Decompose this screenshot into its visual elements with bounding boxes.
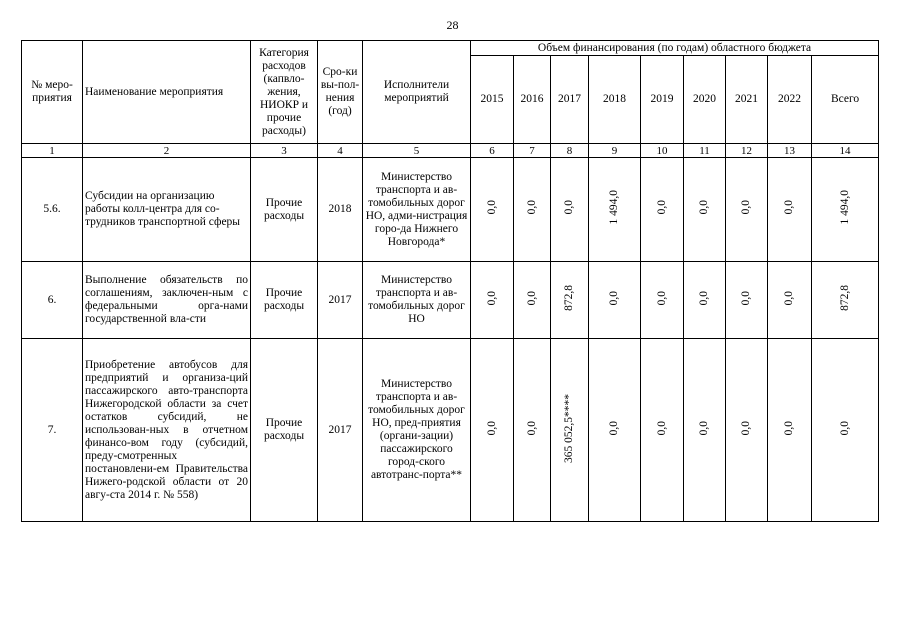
value-text: 365 052,5****	[563, 393, 575, 463]
row-name: Субсидии на организацию работы колл-центра для со-трудников транспортной сферы	[83, 158, 251, 262]
value-text: 0,0	[698, 200, 710, 215]
value-text: 0,0	[655, 420, 668, 436]
value-cell	[684, 339, 726, 522]
value-cell	[768, 158, 812, 262]
value-text: 1 494,0	[608, 190, 620, 225]
value-cell	[589, 339, 641, 522]
value-text: 0,0	[698, 420, 710, 436]
value-text: 0,0	[525, 420, 538, 436]
value-cell	[514, 339, 551, 522]
value-text: 0,0	[608, 290, 620, 306]
value-cell	[471, 339, 514, 522]
value-cell	[768, 339, 812, 522]
value-text: 0,0	[740, 200, 752, 215]
value-cell	[726, 158, 768, 262]
header-year: 2016	[514, 56, 551, 144]
value-text: 0,0	[655, 200, 668, 215]
header-year: 2021	[726, 56, 768, 144]
column-number: 4	[318, 144, 363, 158]
row-executors: Министерство транспорта и ав-томобильных дорог НО, пред-приятия (органи-зации) пассажирского город-ского автотранс-порта**	[363, 339, 471, 522]
value-text: 0,0	[485, 290, 498, 306]
value-text: 1 494,0	[838, 190, 851, 225]
row-executors: Министерство транспорта и ав-томобильных дорог НО	[363, 262, 471, 339]
column-number: 13	[768, 144, 812, 158]
value-text: 0,0	[740, 290, 752, 306]
column-number: 7	[514, 144, 551, 158]
header-term: Сро-ки вы-пол-нения (год)	[318, 41, 363, 144]
value-cell	[726, 262, 768, 339]
value-cell	[641, 158, 684, 262]
value-cell	[551, 339, 589, 522]
value-text: 0,0	[783, 200, 795, 215]
column-number: 9	[589, 144, 641, 158]
table-row	[22, 158, 879, 262]
value-text: 872,8	[563, 285, 575, 311]
column-number: 2	[83, 144, 251, 158]
value-text: 0,0	[608, 420, 620, 436]
value-cell	[589, 158, 641, 262]
column-number: 8	[551, 144, 589, 158]
header-number: № меро-приятия	[22, 41, 83, 144]
column-number: 14	[812, 144, 879, 158]
row-term: 2017	[318, 339, 363, 522]
value-cell	[768, 262, 812, 339]
value-text: 0,0	[698, 290, 710, 306]
header-executors: Исполнители мероприятий	[363, 41, 471, 144]
row-number: 6.	[22, 262, 83, 339]
row-category: Прочие расходы	[251, 262, 318, 339]
value-cell	[812, 262, 879, 339]
header-year: 2020	[684, 56, 726, 144]
value-cell	[641, 339, 684, 522]
value-cell	[471, 158, 514, 262]
value-text: 0,0	[783, 290, 795, 306]
header-year: 2017	[551, 56, 589, 144]
value-cell	[684, 262, 726, 339]
header-name: Наименование мероприятия	[83, 41, 251, 144]
column-number: 1	[22, 144, 83, 158]
header-total: Всего	[812, 56, 879, 144]
value-text: 0,0	[783, 420, 795, 436]
value-cell	[684, 158, 726, 262]
row-executors: Министерство транспорта и ав-томобильных дорог НО, адми-нистрация горо-да Нижнего Новгорода*	[363, 158, 471, 262]
value-cell	[589, 262, 641, 339]
value-text: 0,0	[525, 200, 538, 215]
column-number: 6	[471, 144, 514, 158]
row-name: Приобретение автобусов для предприятий и организа-ций пассажирского авто-транспорта Нижегородской области за счет остатков субсидий, не использован-ных в отчетном финансо-вом году (субсидий, преду-смотренных постановлени-ем Правительства Нижего-родской области от 20 авгу-ста 2014 г. № 558)	[83, 339, 251, 522]
row-category: Прочие расходы	[251, 158, 318, 262]
value-cell	[514, 262, 551, 339]
value-cell	[726, 339, 768, 522]
page-number: 28	[446, 18, 459, 32]
value-text: 0,0	[525, 290, 538, 306]
value-text: 0,0	[563, 200, 575, 215]
value-cell	[812, 339, 879, 522]
header-year: 2018	[589, 56, 641, 144]
header-funding: Объем финансирования (по годам) областного бюджета	[471, 41, 879, 56]
value-text: 0,0	[655, 290, 668, 306]
value-text: 0,0	[485, 200, 498, 215]
value-text: 0,0	[485, 420, 498, 436]
value-text: 872,8	[838, 285, 851, 311]
value-cell	[551, 158, 589, 262]
column-number: 5	[363, 144, 471, 158]
column-number: 10	[641, 144, 684, 158]
header-year: 2022	[768, 56, 812, 144]
column-number: 12	[726, 144, 768, 158]
table-row	[22, 262, 879, 339]
header-year: 2015	[471, 56, 514, 144]
funding-table	[21, 40, 879, 522]
value-cell	[812, 158, 879, 262]
column-number: 11	[684, 144, 726, 158]
value-cell	[551, 262, 589, 339]
value-cell	[641, 262, 684, 339]
row-term: 2018	[318, 158, 363, 262]
column-number: 3	[251, 144, 318, 158]
table-row	[22, 339, 879, 522]
value-cell	[471, 262, 514, 339]
row-category: Прочие расходы	[251, 339, 318, 522]
row-name: Выполнение обязательств по соглашениям, заключен-ным с федеральными орга-нами государственной вла-сти	[83, 262, 251, 339]
header-year: 2019	[641, 56, 684, 144]
value-text: 0,0	[740, 420, 752, 436]
row-term: 2017	[318, 262, 363, 339]
row-number: 5.6.	[22, 158, 83, 262]
value-text: 0,0	[838, 420, 851, 436]
row-number: 7.	[22, 339, 83, 522]
header-category: Категория расходов (капвло-жения, НИОКР и прочие расходы)	[251, 41, 318, 144]
value-cell	[514, 158, 551, 262]
